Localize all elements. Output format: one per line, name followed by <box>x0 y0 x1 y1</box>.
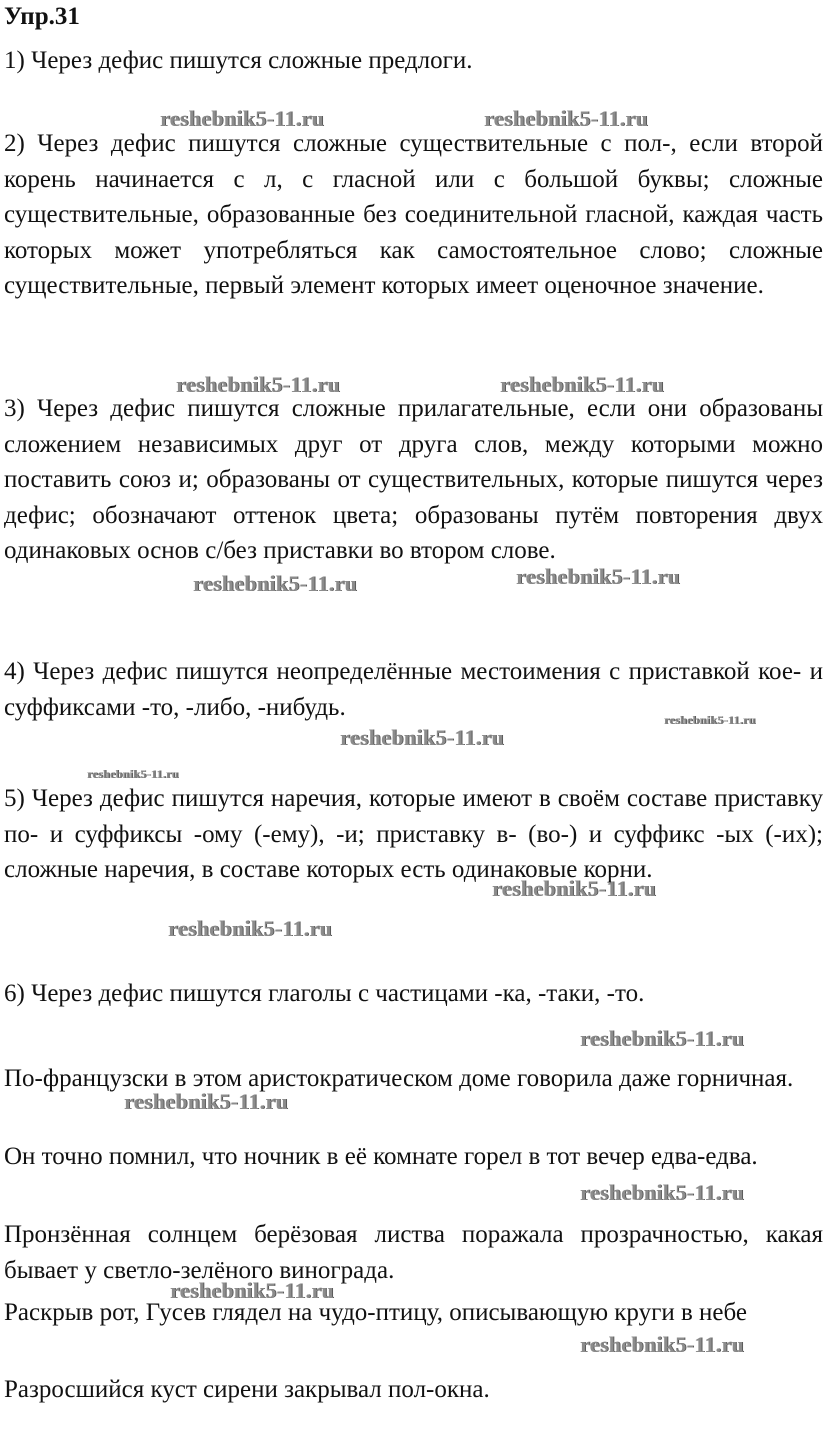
watermark: reshebnik5-11.ru <box>580 1026 744 1051</box>
watermark: reshebnik5-11.ru <box>124 1089 288 1114</box>
rule-3: 3) Через дефис пишутся сложные прилагательные, если они образованы сложением независимых друг от друга слов, между которыми можно поставить союз и; образованы от существительных, которые пишутся через дефис; обозначают оттенок цвета; образованы путём повторения двух одинаковых основ с/без приставки во втором слове. <box>4 395 823 564</box>
exercise-heading: Упр.31 <box>4 3 80 30</box>
example-sentence-4: Раскрыв рот, Гусев глядел на чудо-птицу, описывающую круги в небе <box>4 1299 747 1326</box>
rule-2: 2) Через дефис пишутся сложные существительные с пол-, если второй корень начинается с л, с гласной или с большой буквы; сложные существительные, образованные без соединительной гласной, каждая часть которых может употребляться как самостоятельное слово; сложные существительные, первый элемент которых имеет оценочное значение. <box>4 130 823 299</box>
watermark: reshebnik5-11.ru <box>516 564 680 589</box>
watermark: reshebnik5-11.ru <box>170 1278 334 1303</box>
watermark: reshebnik5-11.ru <box>160 106 324 131</box>
rule-6: 6) Через дефис пишутся глаголы с частицами -ка, -таки, -то. <box>4 980 645 1007</box>
watermark: reshebnik5-11.ru <box>176 372 340 397</box>
watermark: reshebnik5-11.ru <box>500 372 664 397</box>
watermark: reshebnik5-11.ru <box>87 767 179 781</box>
example-sentence-2: Он точно помнил, что ночник в её комнате горел в тот вечер едва-едва. <box>4 1143 758 1170</box>
watermark: reshebnik5-11.ru <box>580 1180 744 1205</box>
watermark: reshebnik5-11.ru <box>193 571 357 596</box>
watermark: reshebnik5-11.ru <box>580 1332 744 1357</box>
watermark: reshebnik5-11.ru <box>664 713 756 727</box>
rule-5: 5) Через дефис пишутся наречия, которые имеют в своём составе приставку по- и суффиксы -ому (-ему), -и; приставку в- (во-) и суффикс -ых (-их); сложные наречия, в составе которых есть одинаковые корни. <box>4 785 823 883</box>
example-sentence-5: Разросшийся куст сирени закрывал пол-окна. <box>4 1376 490 1403</box>
watermark: reshebnik5-11.ru <box>168 916 332 941</box>
watermark: reshebnik5-11.ru <box>340 725 504 750</box>
example-sentence-1: По-французски в этом аристократическом доме говорила даже горничная. <box>4 1065 794 1092</box>
example-sentence-3: Пронзённая солнцем берёзовая листва поражала прозрачностью, какая бывает у светло-зелёного винограда. <box>4 1221 823 1284</box>
watermark: reshebnik5-11.ru <box>492 876 656 901</box>
rule-1: 1) Через дефис пишутся сложные предлоги. <box>4 47 473 74</box>
watermark: reshebnik5-11.ru <box>484 106 648 131</box>
rule-4: 4) Через дефис пишутся неопределённые местоимения с приставкой кое- и суффиксами -то, -либо, -нибудь. <box>4 658 823 721</box>
